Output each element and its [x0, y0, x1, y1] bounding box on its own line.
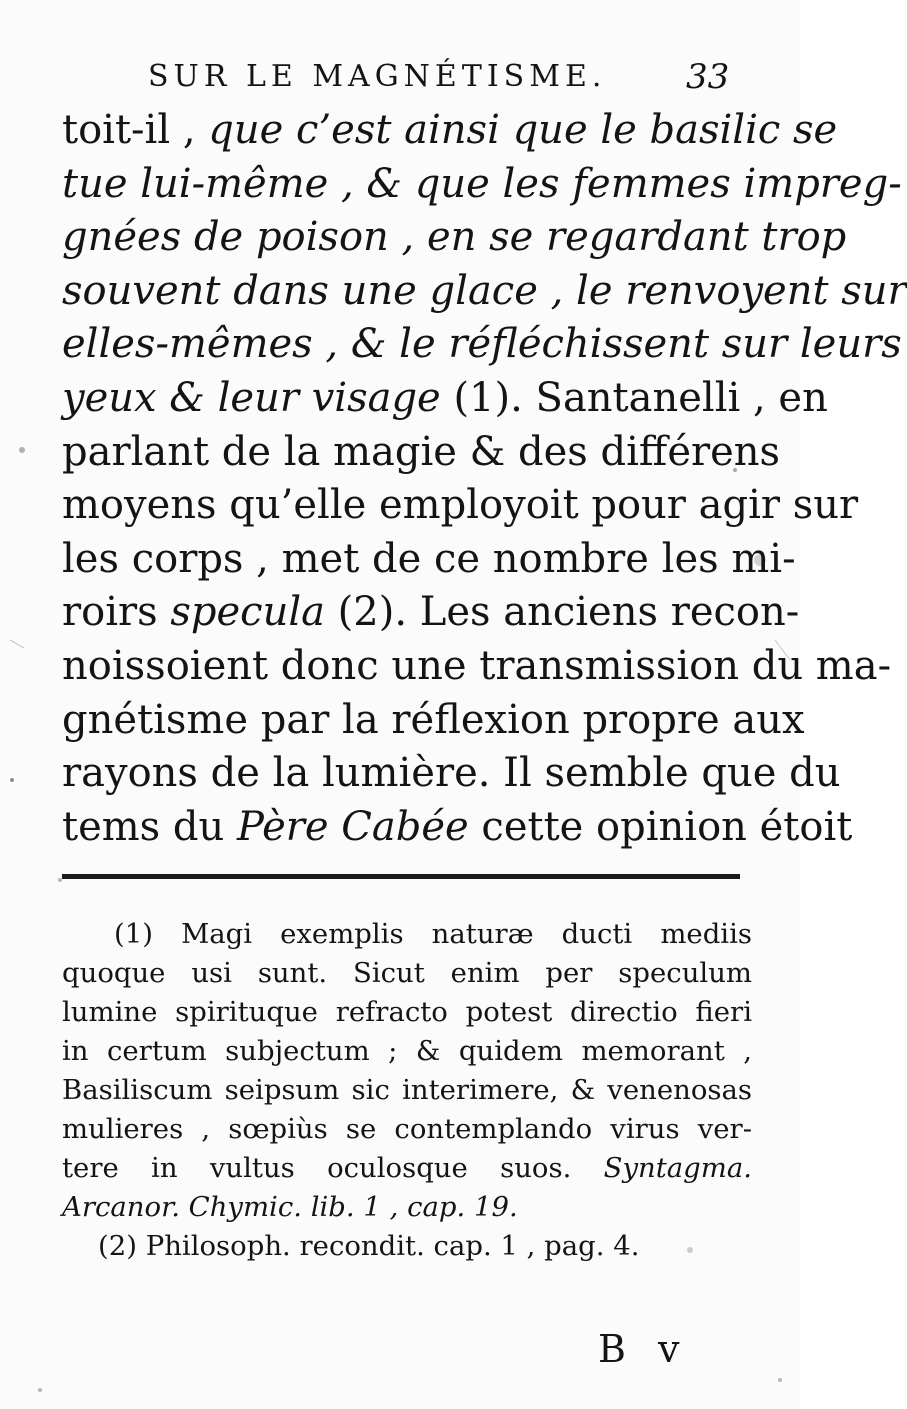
body-line: [62, 426, 781, 480]
roman-text: (1). Santanelli , en: [440, 374, 828, 421]
body-line: [62, 372, 828, 426]
italic-text: specula: [170, 589, 325, 636]
page-number: 33: [686, 57, 730, 97]
footnote-line: [62, 1110, 752, 1149]
running-title: SUR LE MAGNÉTISME.: [148, 59, 607, 94]
footnotes: [62, 915, 752, 1266]
body-line: [62, 747, 841, 801]
footnote-rule: [62, 874, 740, 879]
body-line: [62, 211, 847, 265]
roman-text: roirs: [62, 589, 171, 636]
roman-text: in certum subjectum ; & quidem memorant ,: [62, 1035, 752, 1067]
roman-text: cette opinion étoit: [468, 803, 853, 850]
italic-text: Arcanor. Chymic. lib. 1 , cap. 19.: [62, 1191, 518, 1223]
body-text: [62, 104, 907, 854]
roman-text: moyens qu’elle employoit pour agir sur: [62, 482, 859, 529]
roman-text: parlant de la magie & des différens: [62, 428, 781, 475]
roman-text: les corps , met de ce nombre les mi-: [62, 535, 796, 582]
body-line: [62, 640, 892, 694]
italic-text: yeux & leur visage: [62, 374, 441, 421]
body-line: [62, 586, 800, 640]
italic-text: que c’est ainsi que le basilic se: [208, 107, 838, 153]
italic-text: tue lui-même , & que les femmes impreg-: [62, 160, 902, 207]
signature-mark: B v: [598, 1327, 690, 1371]
roman-text: tems du: [62, 803, 237, 850]
roman-text: gnétisme par la réflexion propre aux: [62, 696, 805, 743]
italic-text: elles-mêmes , & le réfléchissent sur leurs: [62, 321, 902, 368]
roman-text: toit-il ,: [62, 107, 209, 153]
body-line: [62, 158, 902, 212]
body-line: [62, 265, 907, 319]
footnote-line: [62, 1188, 752, 1227]
roman-text: rayons de la lumière. Il semble que du: [62, 750, 841, 797]
italic-text: gnées de poison , en se regardant trop: [62, 214, 847, 261]
roman-text: mulieres , sœpiùs se contemplando virus ver-: [62, 1113, 752, 1145]
body-line: [62, 479, 859, 533]
footnote-line: [62, 1032, 752, 1071]
footnote-line: [62, 993, 752, 1032]
body-line: [62, 104, 838, 158]
italic-text: souvent dans une glace , le renvoyent sur: [62, 267, 907, 314]
roman-text: tere in vultus oculosque suos.: [62, 1152, 604, 1184]
footnote-line: [62, 1227, 752, 1266]
roman-text: (2). Les anciens recon-: [324, 589, 800, 636]
footnote-line: [62, 954, 752, 993]
roman-text: lumine spirituque refracto potest directio fieri: [62, 996, 752, 1028]
roman-text: (2) Philosoph. recondit. cap. 1 , pag. 4.: [98, 1230, 640, 1262]
body-line: [62, 801, 853, 855]
italic-text: Père Cabée: [237, 803, 469, 850]
footnote-line: [62, 1149, 752, 1188]
footnote-line: [62, 915, 752, 954]
roman-text: noissoient donc une transmission du ma-: [62, 642, 892, 689]
body-line: [62, 694, 805, 748]
body-line: [62, 533, 796, 587]
roman-text: quoque usi sunt. Sicut enim per speculum: [62, 957, 752, 989]
roman-text: Basiliscum seipsum sic interimere, & venenosas: [62, 1074, 752, 1106]
italic-text: Syntagma.: [603, 1152, 752, 1184]
body-line: [62, 318, 902, 372]
footnote-line: [62, 1071, 752, 1110]
running-head: [0, 52, 800, 102]
roman-text: (1) Magi exemplis naturæ ducti mediis: [114, 918, 752, 950]
